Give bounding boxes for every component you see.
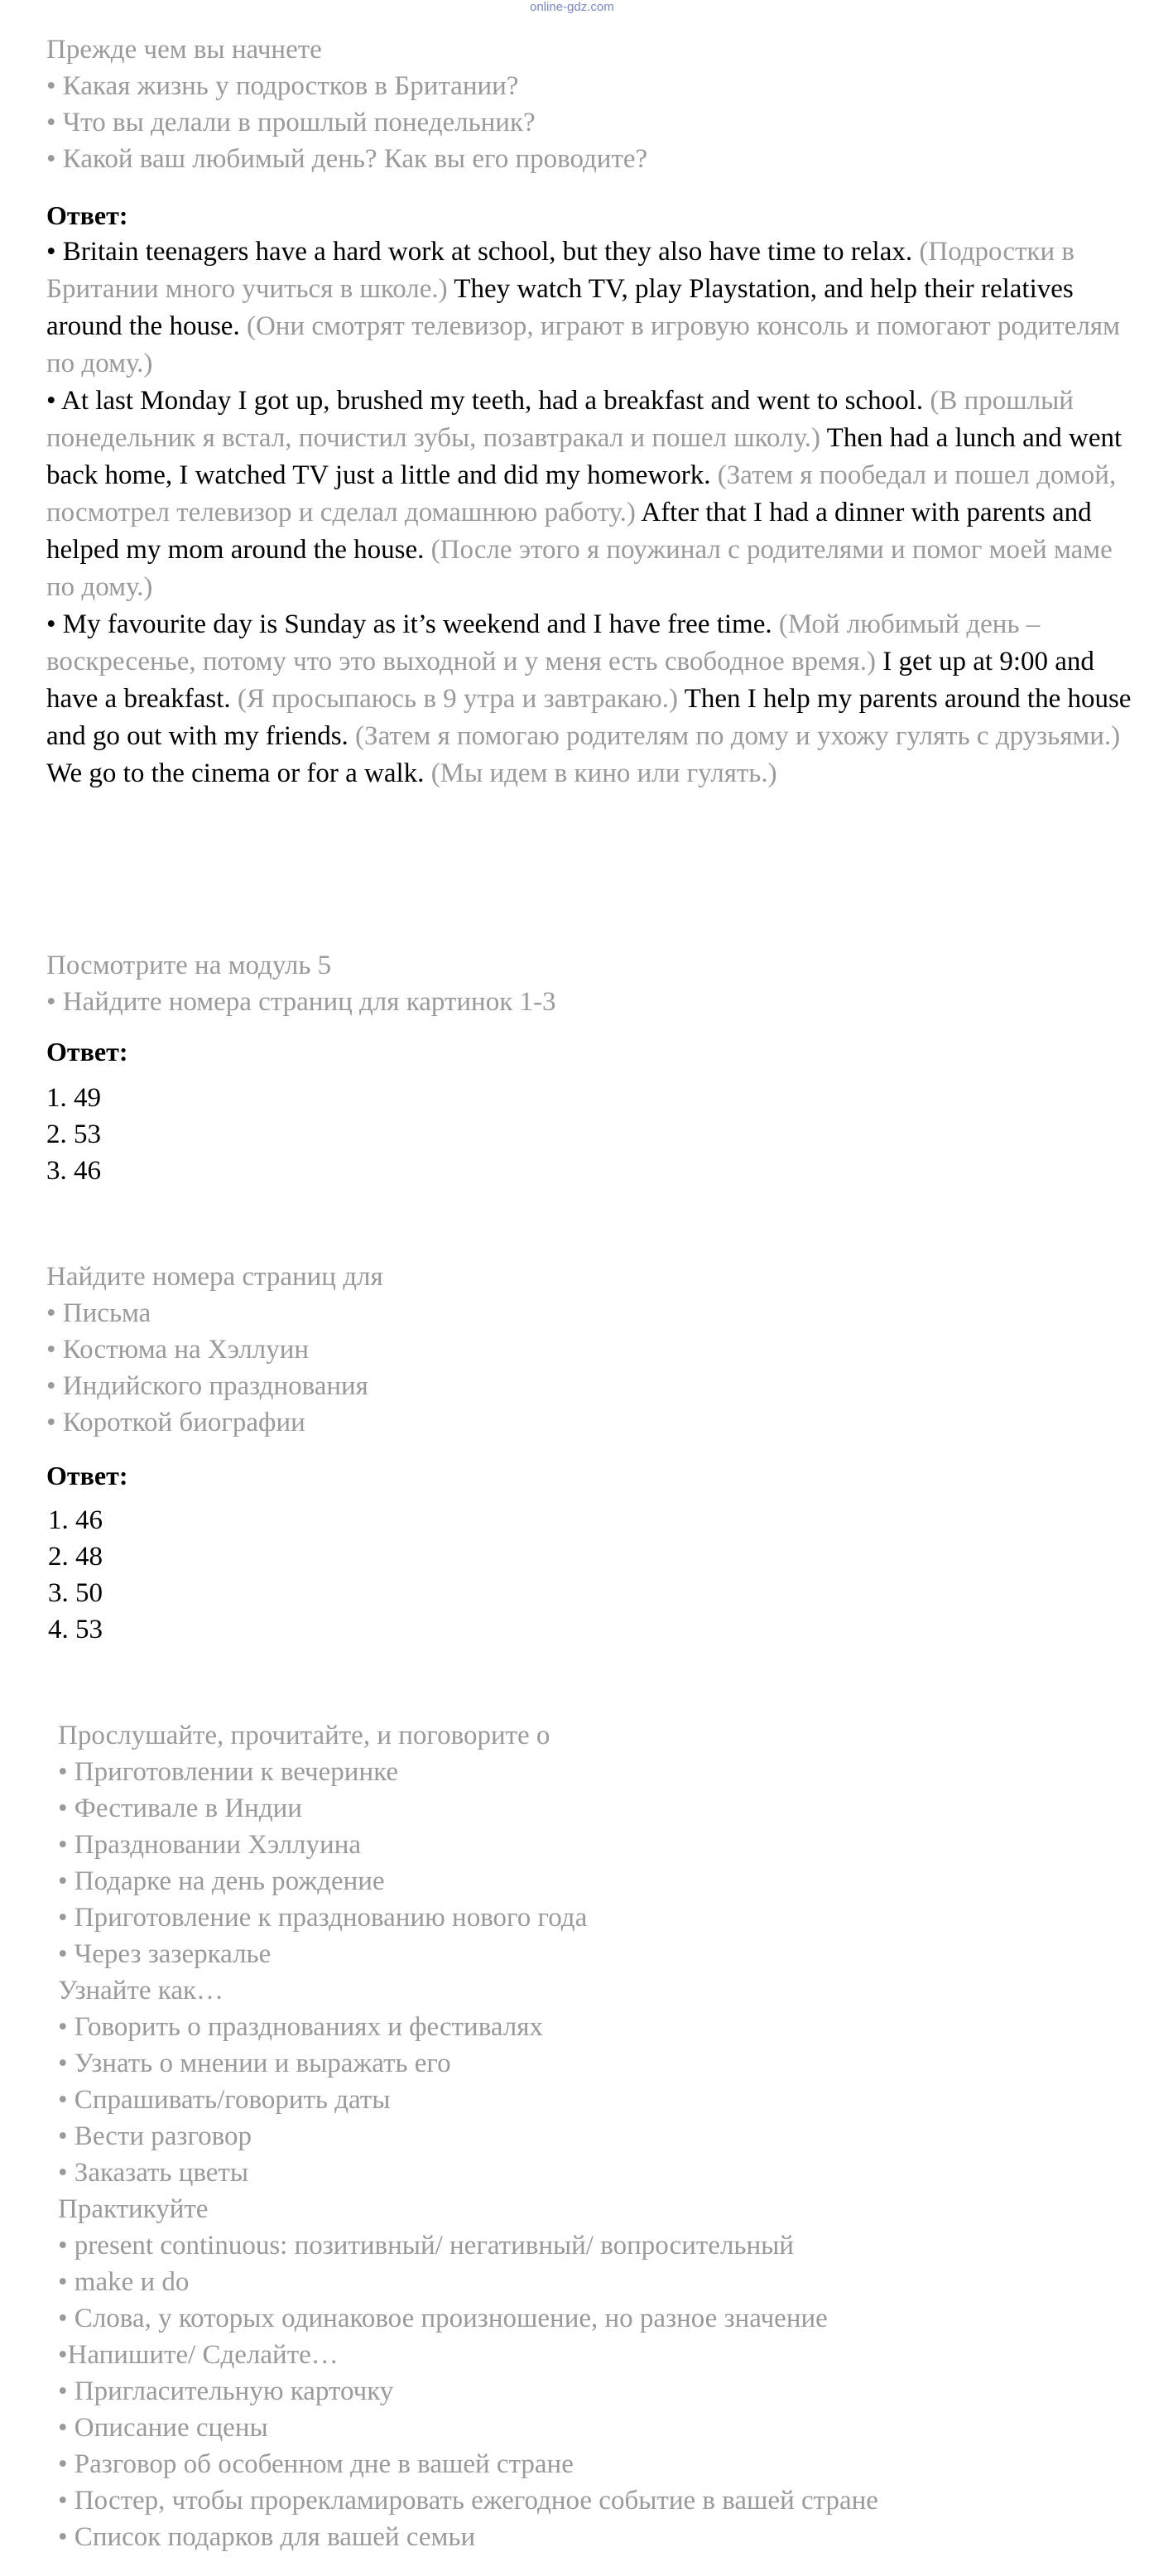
overview-heading: Прослушайте, прочитайте, и поговорите о (58, 1721, 550, 1750)
answer-item: 3. 50 (48, 1578, 103, 1608)
overview-item: • present continuous: позитивный/ негативный/ вопросительный (58, 2231, 794, 2261)
overview-item: • Пригласительную карточку (58, 2376, 394, 2406)
answer-item: 1. 46 (48, 1505, 103, 1535)
russian-translation: (Затем я пообедал и пошел домой, посмотрел телевизор и сделал домашнюю работу.) (46, 460, 1117, 527)
answer-block-2 (46, 1033, 1147, 1189)
question-item: • Что вы делали в прошлый понедельник? (46, 108, 536, 137)
question-item: • Письма (46, 1298, 151, 1328)
english-text: Then I help my parents around the house and go out with my friends. (46, 684, 1132, 751)
overview-item: • Вести разговор (58, 2121, 252, 2151)
question-item: • Индийского празднования (46, 1371, 368, 1401)
answer-item: 4. 53 (48, 1615, 103, 1644)
russian-translation: (Я просыпаюсь в 9 утра и завтракаю.) (237, 684, 685, 714)
answer-paragraph (46, 383, 1147, 606)
english-text: After that I had a dinner with parents and helped my mom around the house. (46, 498, 1092, 565)
overview-item: • Фестивале в Индии (58, 1794, 302, 1823)
top-source-tag: online-gdz.com (530, 0, 614, 14)
overview-item: • Через зазеркалье (58, 1939, 272, 1969)
russian-translation: (Затем я помогаю родителям по дому и ухожу гулять с друзьями.) (355, 721, 1121, 751)
russian-translation: (Мы идем в кино или гулять.) (430, 758, 777, 788)
overview-item: • Разговор об особенном дне в вашей стране (58, 2449, 574, 2479)
overview-item: • Список подарков для вашей семьи (58, 2522, 476, 2552)
overview-item: • Приготовлении к вечеринке (58, 1757, 398, 1787)
overview-item: • Описание сцены (58, 2413, 268, 2443)
question-item: • Найдите номера страниц для картинок 1-3 (46, 987, 556, 1017)
overview-item: • Заказать цветы (58, 2158, 249, 2188)
russian-translation: (После этого я поужинал с родителями и помог моей маме по дому.) (46, 535, 1113, 602)
section-title: Прежде чем вы начнете (46, 35, 322, 65)
question-item: • Короткой биографии (46, 1408, 305, 1437)
russian-translation: (Мой любимый день – воскресенье, потому что это выходной и у меня есть свободное время.) (46, 609, 1041, 677)
english-text: • At last Monday I got up, brushed my teeth, had a breakfast and went to school. (46, 386, 930, 416)
answer-block-3 (46, 1457, 1147, 1648)
section-find-pages (46, 1259, 1147, 1441)
english-text: • Britain teenagers have a hard work at school, but they also have time to relax. (46, 237, 920, 267)
overview-heading: •Напишите/ Сделайте… (58, 2340, 339, 2370)
overview-item: • Постер, чтобы прорекламировать ежегодное событие в вашей стране (58, 2486, 878, 2516)
answer-item: 3. 46 (46, 1156, 101, 1186)
question-item: • Какой ваш любимый день? Как вы его проводите? (46, 144, 648, 174)
answer-item: 2. 48 (48, 1542, 103, 1572)
section-module-5 (46, 947, 1147, 1020)
answer-item: 1. 49 (46, 1083, 101, 1113)
overview-item: • Спрашивать/говорить даты (58, 2085, 391, 2115)
overview-item: • Слова, у которых одинаковое произношение, но разное значение (58, 2304, 828, 2333)
overview-item: • Праздновании Хэллуина (58, 1830, 361, 1860)
section-title: Посмотрите на модуль 5 (46, 951, 332, 980)
russian-translation: (Подростки в Британии много учиться в школе.) (46, 237, 1074, 304)
overview-item: • Узнать о мнении и выражать его (58, 2049, 451, 2078)
answer-label: Ответ: (46, 1037, 128, 1067)
question-item: • Костюма на Хэллуин (46, 1335, 310, 1365)
overview-item: • make и do (58, 2267, 190, 2297)
english-text: I get up at 9:00 and have a breakfast. (46, 647, 1094, 714)
overview-heading: Практикуйте (58, 2194, 209, 2224)
english-text: We go to the cinema or for a walk. (46, 758, 431, 788)
answer-label: Ответ: (46, 200, 128, 230)
answer-label: Ответ: (46, 1461, 128, 1490)
overview-item: • Говорить о празднованиях и фестивалях (58, 2012, 543, 2042)
overview-heading: Узнайте как… (58, 1976, 224, 2005)
answer-paragraph (46, 606, 1147, 792)
russian-translation: (В прошлый понедельник я встал, почистил зубы, позавтракал и пошел школу.) (46, 386, 1074, 453)
answer-paragraph (46, 234, 1147, 383)
section-module-overview (58, 1717, 1149, 2555)
section-title: Найдите номера страниц для (46, 1262, 383, 1292)
answer-block-1 (46, 197, 1147, 792)
english-text: Then had a lunch and went back home, I watched TV just a little and did my homework. (46, 423, 1123, 490)
overview-item: • Приготовление к празднованию нового года (58, 1903, 588, 1933)
english-text: • My favourite day is Sunday as it’s weekend and I have free time. (46, 609, 779, 639)
answer-item: 2. 53 (46, 1119, 101, 1149)
section-before-you-start (46, 31, 1147, 177)
english-text: They watch TV, play Playstation, and help their relatives around the house. (46, 274, 1074, 341)
question-item: • Какая жизнь у подростков в Британии? (46, 71, 519, 101)
russian-translation: (Они смотрят телевизор, играют в игровую консоль и помогают родителям по дому.) (46, 311, 1120, 378)
overview-item: • Подарке на день рождение (58, 1866, 385, 1896)
